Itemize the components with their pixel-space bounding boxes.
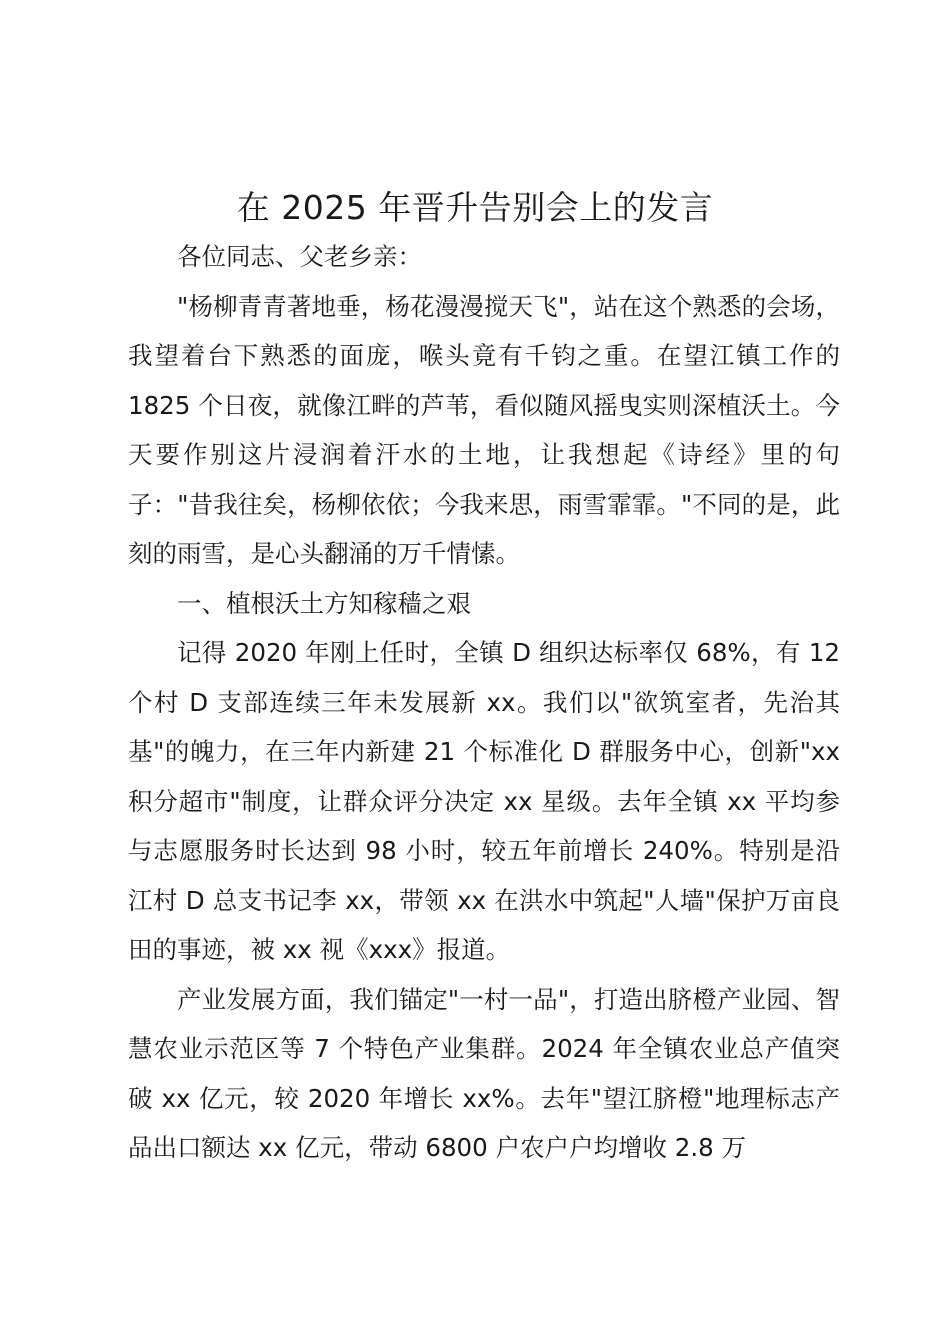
industry-paragraph: 产业发展方面，我们锚定"一村一品"，打造出脐橙产业园、智慧农业示范区等 7 个特色产业集群。2024 年全镇农业总产值突破 xx 亿元，较 2020 年增长 xx%。去年"望江脐橙"地理标志产品出口额达 xx 亿元，带动 6800 户农户户均增收 2.8 万: [128, 984, 840, 1162]
salutation-paragraph: 各位同志、父老乡亲：: [177, 242, 422, 271]
document-title: 在 2025 年晋升告别会上的发言: [236, 188, 714, 227]
opening-paragraph: "杨柳青青著地垂，杨花漫漫搅天飞"，站在这个熟悉的会场，我望着台下熟悉的面庞，喉头竟有千钧之重。在望江镇工作的 1825 个日夜，就像江畔的芦苇，看似随风摇曳实则深植沃土。今天要作别这片浸润着汗水的土地，让我想起《诗经》里的句子："昔我往矣，杨柳依依；今我来思，雨雪霏霏。"不同的是，此刻的雨雪，是心头翻涌的万千情愫。: [128, 291, 840, 568]
document-body: [128, 232, 840, 1173]
section-heading: 一、植根沃土方知稼穑之艰: [177, 588, 471, 618]
party-building-paragraph: 记得 2020 年刚上任时，全镇 D 组织达标率仅 68%，有 12 个村 D 支部连续三年未发展新 xx。我们以"欲筑室者，先治其基"的魄力，在三年内新建 21 个标准化 D 群服务中心，创新"xx 积分超市"制度，让群众评分决定 xx 星级。去年全镇 xx 平均参与志愿服务时长达到 98 小时，较五年前增长 240%。特别是沿江村 D 总支书记李 xx，带领 xx 在洪水中筑起"人墙"保护万亩良田的事迹，被 xx 视《xxx》报道。: [128, 638, 840, 964]
